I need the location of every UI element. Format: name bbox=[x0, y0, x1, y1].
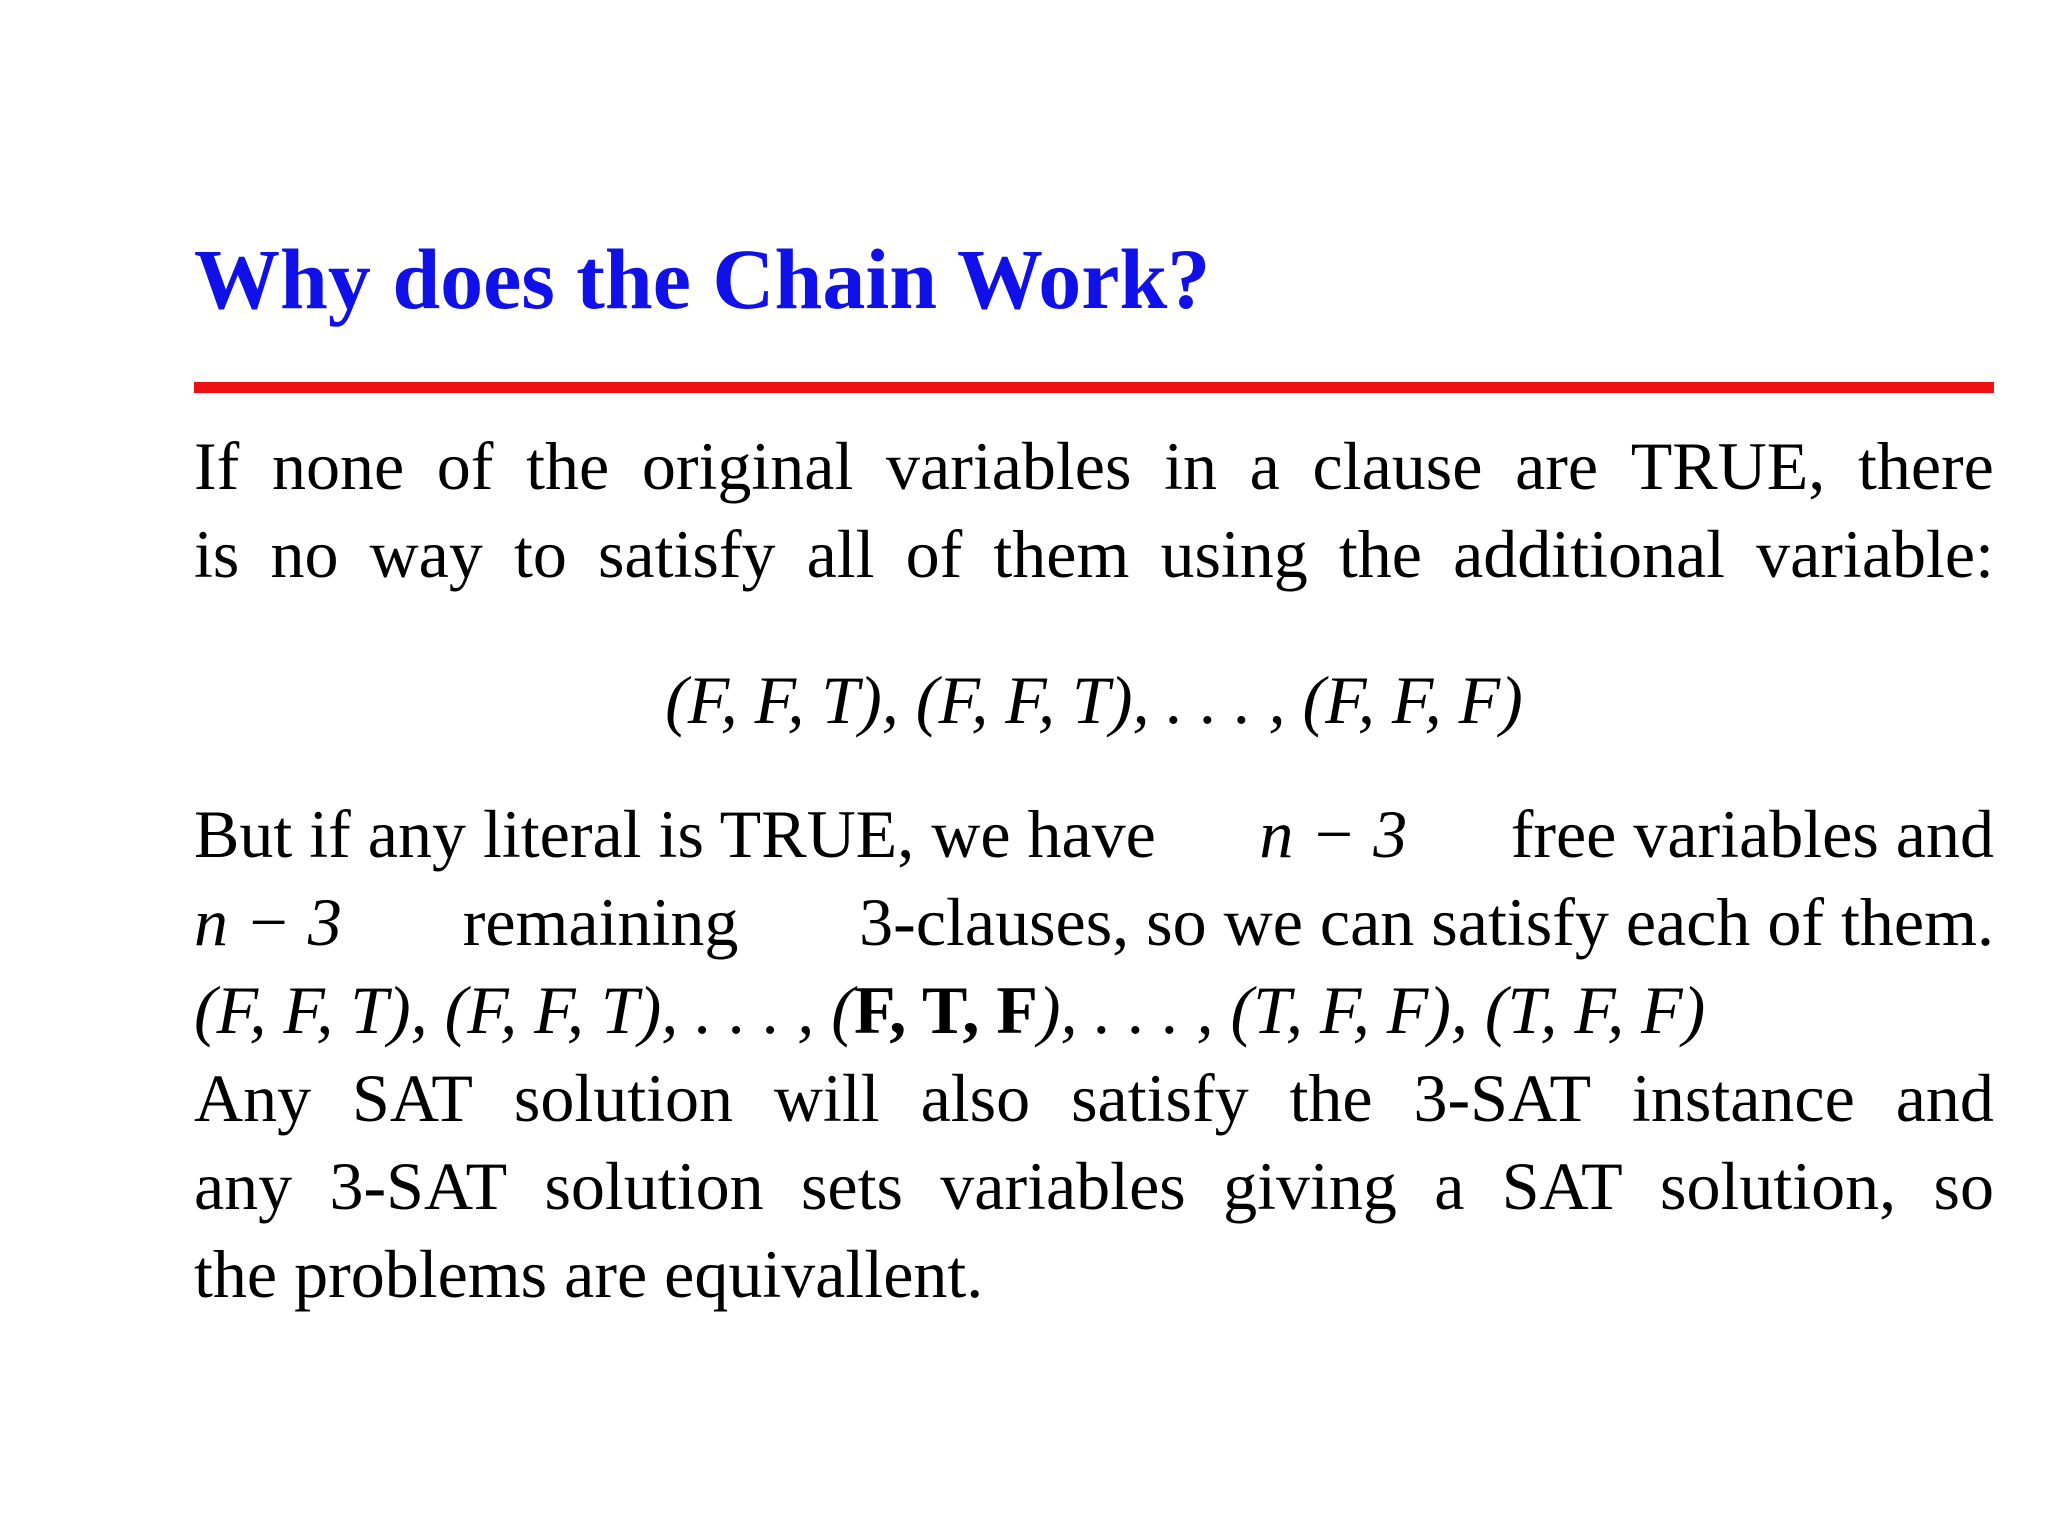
word: giving bbox=[1223, 1148, 1397, 1224]
word: solution bbox=[544, 1148, 764, 1224]
word: instance bbox=[1631, 1060, 1855, 1136]
word: there bbox=[1857, 428, 1994, 504]
word: to bbox=[513, 516, 567, 592]
word: SAT bbox=[352, 1060, 473, 1136]
word: of bbox=[905, 516, 963, 592]
slide-title: Why does the Chain Work? bbox=[194, 231, 1211, 327]
formula-satisfied-part-b: ), . . . , (T, F, F), (T, F, F) bbox=[1037, 972, 1706, 1048]
word: TRUE, bbox=[1630, 428, 1826, 504]
word: are bbox=[1515, 428, 1599, 504]
para2-line2-rest bbox=[859, 884, 1994, 960]
word: the bbox=[1289, 1060, 1373, 1136]
word: also bbox=[920, 1060, 1031, 1136]
word: Any bbox=[194, 1060, 312, 1136]
word: If bbox=[194, 428, 240, 504]
formula-satisfied-part-a: (F, F, T), (F, F, T), . . . , ( bbox=[194, 972, 854, 1048]
formula-satisfied-chain bbox=[194, 972, 1994, 1048]
word: no bbox=[270, 516, 339, 592]
para1-line2 bbox=[194, 516, 1994, 592]
para2-line1-text-b: free variables and bbox=[1510, 796, 1994, 872]
word: clause bbox=[1312, 428, 1483, 504]
para2-line1-text-a: But if any literal is TRUE, we have bbox=[194, 796, 1156, 872]
word: a bbox=[1434, 1148, 1465, 1224]
para2-line1-math: n − 3 bbox=[1259, 796, 1408, 872]
word: SAT bbox=[1501, 1148, 1623, 1224]
word: any bbox=[194, 1148, 293, 1224]
para3-line3-text: the problems are equivallent. bbox=[194, 1236, 984, 1312]
para3-line1 bbox=[194, 1060, 1994, 1136]
word: original bbox=[641, 428, 854, 504]
word: all bbox=[806, 516, 875, 592]
word: so bbox=[1933, 1148, 1994, 1224]
para1-line1 bbox=[194, 428, 1994, 504]
para3-line3 bbox=[194, 1236, 1994, 1312]
word: the bbox=[526, 428, 610, 504]
word: way bbox=[369, 516, 483, 592]
word: none bbox=[271, 428, 405, 504]
word: variable: bbox=[1756, 516, 1994, 592]
word: solution bbox=[513, 1060, 733, 1136]
title-divider bbox=[194, 382, 1994, 393]
para2-line1 bbox=[194, 796, 1994, 872]
word: and bbox=[1895, 1060, 1994, 1136]
word: the bbox=[1338, 516, 1422, 592]
para2-line2-num: 3 bbox=[859, 884, 894, 960]
word: 3-SAT bbox=[329, 1148, 508, 1224]
formula-unsatisfied-text: (F, F, T), (F, F, T), . . . , (F, F, F) bbox=[665, 662, 1523, 738]
para3-line2 bbox=[194, 1148, 1994, 1224]
word: satisfy bbox=[597, 516, 776, 592]
word: 3-SAT bbox=[1413, 1060, 1592, 1136]
para2-line2-text-b: -clauses, so we can satisfy each of them. bbox=[893, 884, 1994, 960]
word: variables bbox=[940, 1148, 1186, 1224]
word: variables bbox=[886, 428, 1132, 504]
word: a bbox=[1249, 428, 1280, 504]
para2-line2-text-a: remaining bbox=[462, 884, 739, 960]
formula-satisfied-bold: F, T, F bbox=[853, 972, 1038, 1048]
word: solution, bbox=[1660, 1148, 1897, 1224]
word: them bbox=[993, 516, 1130, 592]
word: in bbox=[1164, 428, 1218, 504]
word: will bbox=[773, 1060, 880, 1136]
word: satisfy bbox=[1071, 1060, 1249, 1136]
word: sets bbox=[800, 1148, 903, 1224]
word: is bbox=[194, 516, 240, 592]
word: using bbox=[1160, 516, 1308, 592]
para2-line2 bbox=[194, 884, 1994, 960]
formula-unsatisfied-chain bbox=[194, 662, 1994, 738]
para2-line2-math: n − 3 bbox=[194, 884, 342, 960]
word: additional bbox=[1453, 516, 1726, 592]
word: of bbox=[436, 428, 494, 504]
